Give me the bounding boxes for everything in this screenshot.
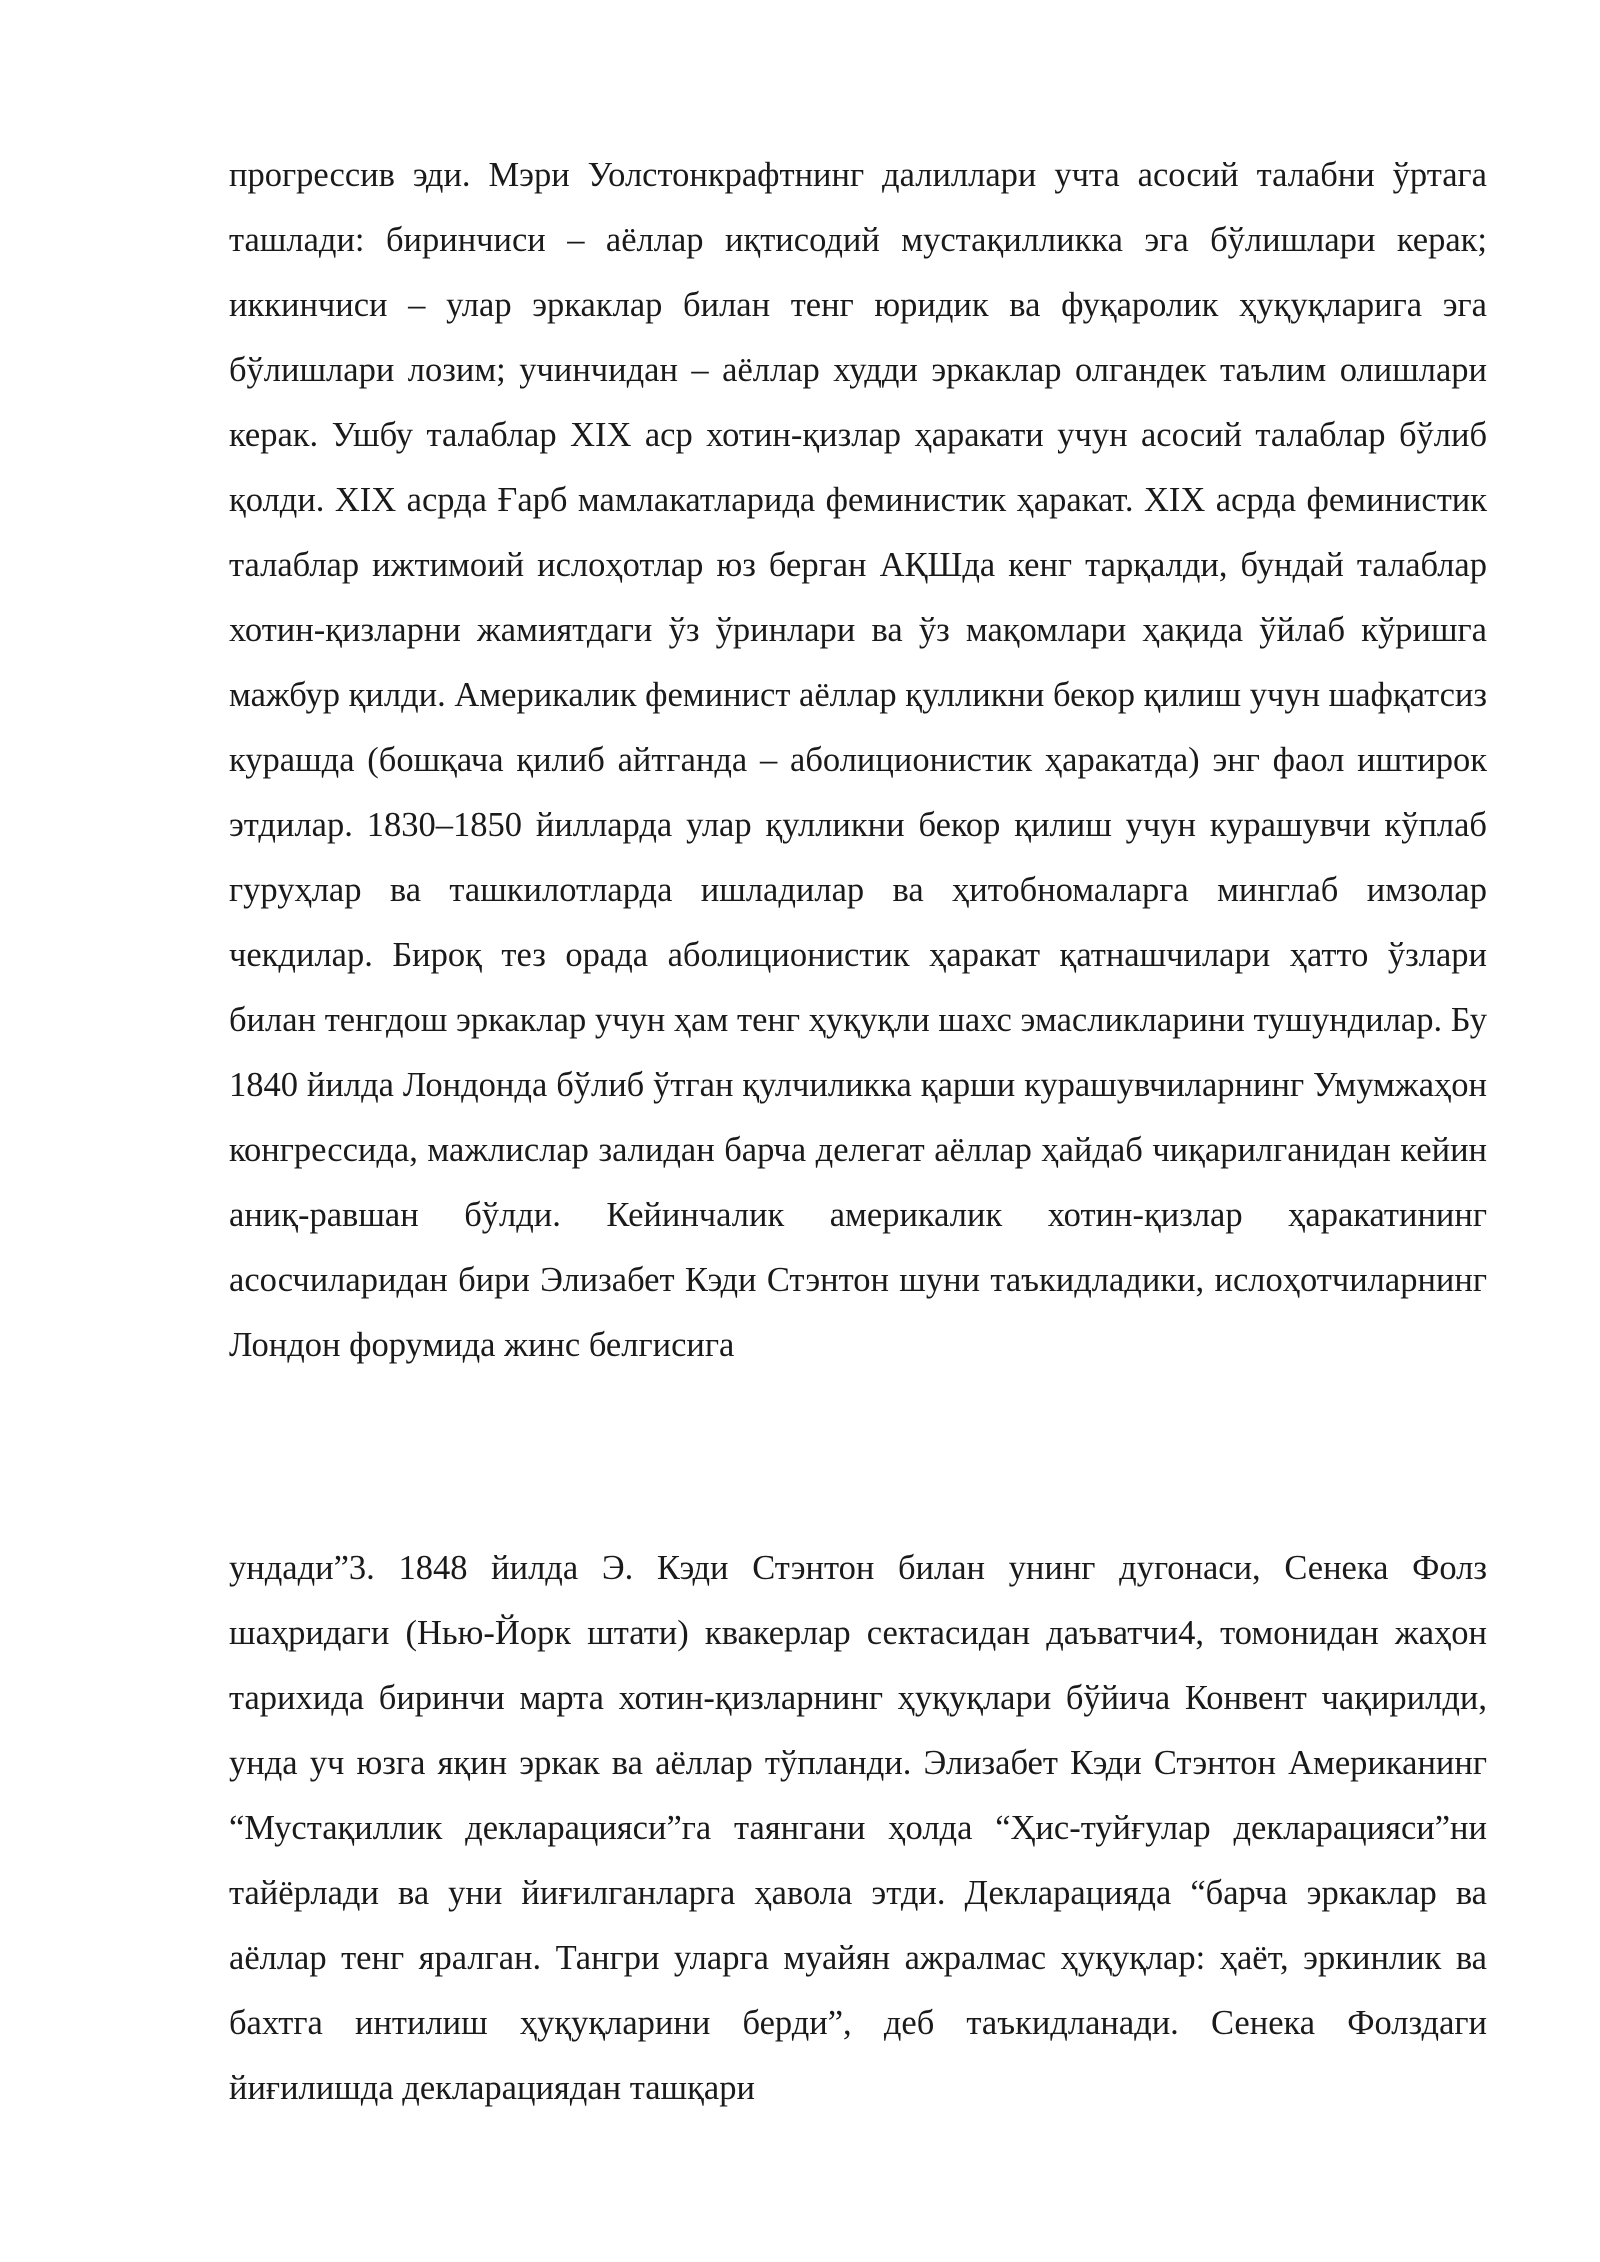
body-text-block-1 [229, 143, 1487, 1378]
paragraph-2: ундади”3. 1848 йилда Э. Кэди Стэнтон билан унинг дугонаси, Сенека Фолз шаҳридаги (Нью-Йорк штати) квакерлар сектасидан даъватчи4, томонидан жаҳон тарихида биринчи марта хотин-қизларнинг ҳуқуқлари бўйича Конвент чақирилди, унда уч юзга яқин эркак ва аёллар тўпланди. Элизабет Кэди Стэнтон Американинг “Мустақиллик декларацияси”га таянгани ҳолда “Ҳис-туйғулар декларацияси”ни тайёрлади ва уни йиғилганларга ҳавола этди. Декларацияда “барча эркаклар ва аёллар тенг яралган. Тангри уларга муайян ажралмас ҳуқуқлар: ҳаёт, эркинлик ва бахтга интилиш ҳуқуқларини берди”, деб таъкидланади. Сенека Фолздаги йиғилишда декларациядан ташқари [229, 1549, 1487, 2107]
paragraph-1: прогрессив эди. Мэри Уолстонкрафтнинг далиллари учта асосий талабни ўртага ташлади: биринчиси – аёллар иқтисодий мустақилликка эга бўлишлари керак; иккинчиси – улар эркаклар билан тенг юридик ва фуқаролик ҳуқуқларига эга бўлишлари лозим; учинчидан – аёллар худди эркаклар олгандек таълим олишлари керак. Ушбу талаблар XIX аср хотин-қизлар ҳаракати учун асосий талаблар бўлиб қолди. XIX асрда Ғарб мамлакатларида феминистик ҳаракат. XIX асрда феминистик талаблар ижтимоий ислоҳотлар юз берган АҚШда кенг тарқалди, бундай талаблар хотин-қизларни жамиятдаги ўз ўринлари ва ўз мақомлари ҳақида ўйлаб кўришга мажбур қилди. Америкалик феминист аёллар қулликни бекор қилиш учун шафқатсиз курашда (бошқача қилиб айтганда – аболиционистик ҳаракатда) энг фаол иштирок этдилар. 1830–1850 йилларда улар қулликни бекор қилиш учун курашувчи кўплаб гуруҳлар ва ташкилотларда ишладилар ва ҳитобномаларга минглаб имзолар чекдилар. Бироқ тез орада аболиционистик ҳаракат қатнашчилари ҳатто ўзлари билан тенгдош эркаклар учун ҳам тенг ҳуқуқли шахс эмасликларини тушундилар. Бу 1840 йилда Лондонда бўлиб ўтган қулчиликка қарши курашувчиларнинг Умумжаҳон конгрессида, мажлислар залидан барча делегат аёллар ҳайдаб чиқарилганидан кейин аниқ-равшан бўлди. Кейинчалик америкалик хотин-қизлар ҳаракатининг асосчиларидан бири Элизабет Кэди Стэнтон шуни таъкидладики, ислоҳотчиларнинг Лондон форумида жинс белгисига [229, 156, 1487, 1364]
body-text-block-2 [229, 1536, 1487, 2121]
